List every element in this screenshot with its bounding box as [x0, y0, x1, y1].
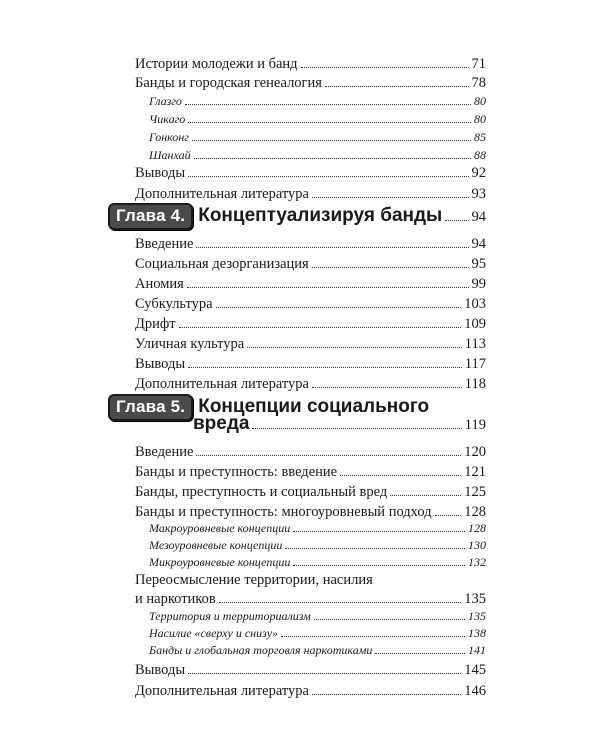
toc-subentry: [149, 129, 486, 145]
toc-subentry: [149, 608, 486, 624]
dot-leader: [196, 442, 461, 456]
toc-entry-title: Банды и преступность: введение: [135, 464, 338, 481]
toc-entry-title: Введение: [135, 444, 194, 461]
toc-entry: [135, 462, 486, 481]
toc-subentry: [149, 520, 486, 536]
toc-entry-title: Насилие «сверху и снизу»: [149, 625, 279, 640]
chapter-title-line-1: Концепции социального: [198, 396, 430, 417]
toc-entry-title: Мезоуровневые концепции: [149, 537, 283, 552]
toc-entry: [135, 314, 486, 333]
toc-page-number: 94: [471, 236, 486, 253]
dot-leader: [312, 374, 462, 388]
toc-entry-title: Дополнительная литература: [135, 186, 309, 203]
toc-page-number: 109: [464, 316, 486, 333]
dot-leader: [293, 520, 465, 532]
dot-leader: [314, 608, 465, 620]
toc-entry-title: Выводы: [135, 662, 186, 679]
toc-entry-title: Дополнительная литература: [135, 683, 309, 700]
toc-entry-title: Территория и территориализм: [149, 608, 311, 623]
toc-page-number: 145: [464, 662, 486, 679]
toc-page-number: 138: [468, 625, 486, 640]
dot-leader: [375, 642, 465, 654]
toc-page-number: 130: [468, 537, 486, 552]
toc-entry-title: Глазго: [149, 93, 182, 108]
toc-entry-title: Шанхай: [149, 147, 191, 162]
toc-page-number: 120: [464, 444, 486, 461]
dot-leader: [188, 354, 462, 368]
chapter-heading-continued: [193, 413, 486, 435]
dot-leader: [187, 274, 469, 288]
dot-leader: [390, 482, 461, 496]
dot-leader: [340, 462, 461, 476]
toc-entry: [135, 294, 486, 313]
dot-leader: [194, 147, 471, 159]
chapter-title: Концептуализируя банды: [198, 205, 443, 226]
dot-leader: [281, 625, 465, 637]
toc-entry-title: Гонконг: [149, 129, 189, 144]
dot-leader: [188, 660, 461, 674]
toc-entry-title: Макроуровневые концепции: [149, 520, 291, 535]
toc-entry-title: Уличная культура: [135, 336, 245, 353]
toc-entry-title: Дрифт: [135, 316, 176, 333]
toc-page-number: 135: [464, 591, 486, 608]
toc-entry-title: Субкультура: [135, 296, 213, 313]
dot-leader: [185, 93, 471, 105]
toc-entry-title: Банды и городская генеалогия: [135, 75, 322, 92]
toc-entry: [135, 482, 486, 501]
toc-entry: [135, 274, 486, 293]
dot-leader: [435, 502, 462, 516]
toc-subentry: [149, 111, 486, 127]
toc-entry: [135, 589, 486, 608]
dot-leader: [247, 334, 462, 348]
toc-page-number: 125: [464, 484, 486, 501]
toc-page-number: 92: [471, 165, 486, 182]
toc-entry-title: Банды и глобальная торговля наркотиками: [149, 642, 373, 657]
dot-leader: [312, 254, 469, 268]
dot-leader: [285, 537, 465, 549]
toc-entry: [135, 54, 486, 73]
dot-leader: [179, 314, 462, 328]
chapter-heading: [108, 203, 486, 230]
toc-entry: [135, 681, 486, 700]
dot-leader: [188, 111, 471, 123]
dot-leader: [293, 554, 465, 566]
toc-page-number: 135: [468, 608, 486, 623]
toc-entry-title: Истории молодежи и банд: [135, 56, 298, 73]
toc-entry-title: Банды, преступность и социальный вред: [135, 484, 388, 501]
toc-page-number: 117: [464, 356, 486, 373]
toc-entry: [135, 184, 486, 203]
toc-subentry: [149, 642, 486, 658]
toc-entry: [135, 442, 486, 461]
toc-entry-title: Аномия: [135, 276, 184, 293]
toc-entry: [135, 163, 486, 182]
toc-entry: [135, 660, 486, 679]
toc-entry: [135, 572, 373, 589]
toc-entry-title: Микроуровневые концепции: [149, 554, 291, 569]
toc-entry: [135, 334, 486, 353]
dot-leader: [192, 129, 471, 141]
toc-entry-title: Выводы: [135, 356, 186, 373]
toc-page-number: 141: [468, 642, 486, 657]
toc-page-number: 119: [464, 417, 486, 433]
toc-page-number: 85: [474, 129, 486, 144]
toc-subentry: [149, 93, 486, 109]
toc-page-number: 113: [464, 336, 486, 353]
toc-page-number: 128: [464, 504, 486, 521]
toc-entry-title: Выводы: [135, 165, 186, 182]
toc-entry-title: Банды и преступность: многоуровневый подход: [135, 504, 432, 521]
toc-page-number: 103: [464, 296, 486, 313]
toc-page-number: 78: [471, 75, 486, 92]
toc-entry-title: Введение: [135, 236, 194, 253]
toc-entry: [135, 234, 486, 253]
toc-entry-title: Социальная дезорганизация: [135, 256, 309, 273]
toc-page-number: 80: [474, 93, 486, 108]
toc-entry: [135, 374, 486, 393]
toc-page-number: 121: [464, 464, 486, 481]
chapter-title-line-2: вреда: [193, 413, 250, 434]
dot-leader: [312, 184, 469, 198]
toc-page-number: 80: [474, 111, 486, 126]
toc-subentry: [149, 537, 486, 553]
toc-subentry: [149, 554, 486, 570]
toc-page-number: 99: [471, 276, 486, 293]
toc-page-number: 71: [471, 56, 486, 73]
toc-entry: [135, 254, 486, 273]
toc-entry: [135, 73, 486, 92]
toc-entry-title: Чикаго: [149, 111, 186, 126]
dot-leader: [301, 54, 469, 68]
toc-subentry: [149, 147, 486, 163]
toc-subentry: [149, 625, 486, 641]
toc-entry: [135, 502, 486, 521]
toc-page-number: 94: [471, 209, 486, 225]
toc-page-number: 128: [468, 520, 486, 535]
toc-entry-title: Дополнительная литература: [135, 376, 309, 393]
dot-leader: [252, 414, 461, 429]
toc-entry-title: и наркотиков: [135, 591, 216, 608]
dot-leader: [188, 163, 468, 177]
toc-page-number: 88: [474, 147, 486, 162]
dot-leader: [325, 73, 469, 87]
toc-page-number: 95: [471, 256, 486, 273]
toc-page-number: 93: [471, 186, 486, 203]
chapter-badge: Глава 5.: [108, 394, 193, 421]
toc-page-number: 132: [468, 554, 486, 569]
dot-leader: [312, 681, 461, 695]
toc-entry-title: Переосмысление территории, насилия: [135, 572, 373, 588]
dot-leader: [445, 206, 468, 221]
toc-entry: [135, 354, 486, 373]
toc-page-number: 146: [464, 683, 486, 700]
dot-leader: [219, 589, 462, 603]
dot-leader: [196, 234, 468, 248]
dot-leader: [216, 294, 462, 308]
chapter-badge: Глава 4.: [108, 203, 193, 230]
toc-page-number: 118: [464, 376, 486, 393]
